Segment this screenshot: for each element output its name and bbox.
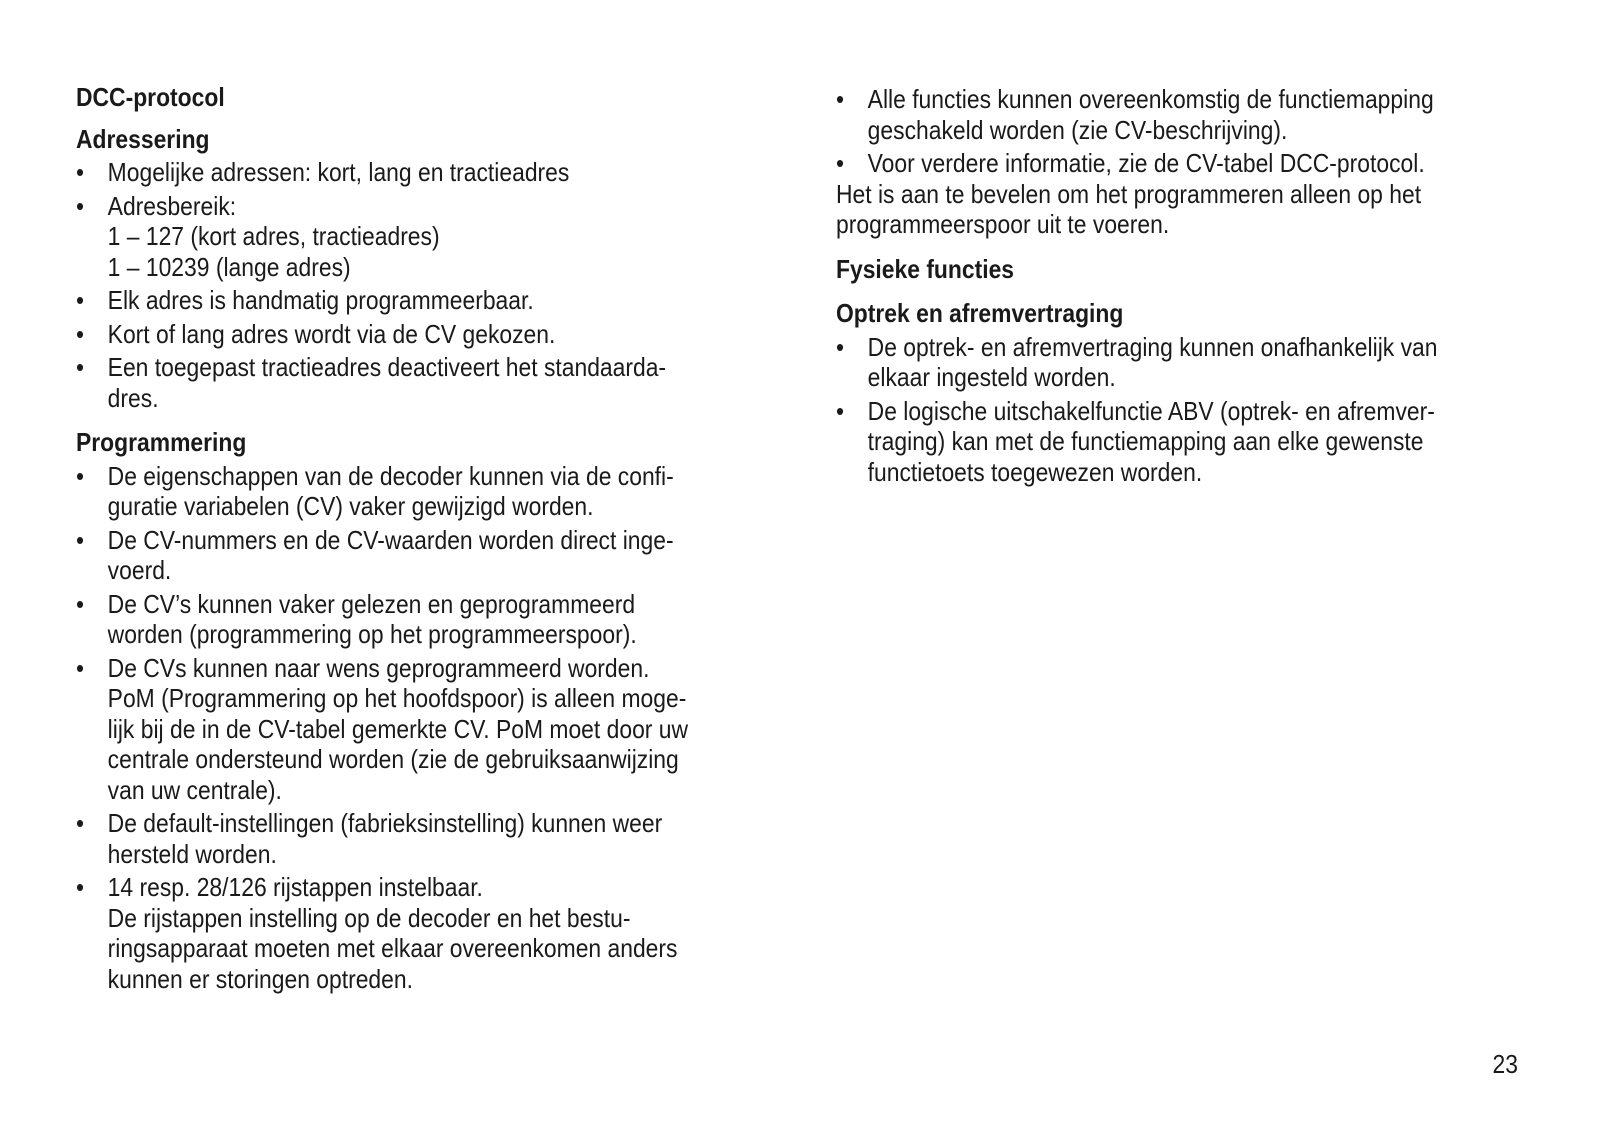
- list-item: • De optrek- en afremvertraging kunnen onafhankelijk van elkaar ingesteld worden.: [836, 332, 1526, 393]
- list-item: • Een toegepast tractieadres deactiveert het standaarda- dres.: [76, 352, 766, 413]
- programming-heading: Programmering: [76, 427, 247, 457]
- right-column: [836, 84, 1526, 490]
- list-item: • Elk adres is handmatig programmeerbaar.: [76, 285, 766, 316]
- list-item: • De CV’s kunnen vaker gelezen en geprogrammeerd worden (programmering op het programmeerspoor).: [76, 589, 766, 650]
- list-item: • De CVs kunnen naar wens geprogrammeerd worden. PoM (Programmering op het hoofdspoor) is alleen moge- lijk bij de in de CV-tabel gemerkte CV. PoM moet door uw centrale ondersteund worden (zie de gebruiksaanwijzing van uw centrale).: [76, 653, 766, 806]
- delay-list: [836, 332, 1526, 488]
- protocol-title: DCC-protocol: [76, 82, 225, 112]
- continued-list: [836, 84, 1526, 179]
- advice-paragraph: Het is aan te bevelen om het programmeren alleen op het programmeerspoor uit te voeren.: [836, 178, 1422, 239]
- list-item: • Voor verdere informatie, zie de CV-tabel DCC-protocol.: [836, 148, 1526, 179]
- list-item: • De default-instellingen (fabrieksinstelling) kunnen weer hersteld worden.: [76, 808, 766, 869]
- physical-functions-title: Fysieke functies: [836, 253, 1015, 284]
- list-item: • Alle functies kunnen overeenkomstig de functiemapping geschakeld worden (zie CV-beschrijving).: [836, 84, 1526, 145]
- list-item: • De eigenschappen van de decoder kunnen via de confi- guratie variabelen (CV) vaker gewijzigd worden.: [76, 461, 766, 522]
- page-number: 23: [1492, 1049, 1518, 1079]
- list-item: • 14 resp. 28/126 rijstappen instelbaar. De rijstappen instelling op de decoder en het bestu- ringsapparaat moeten met elkaar overeenkomen anders kunnen er storingen optreden.: [76, 872, 766, 994]
- list-item: • De CV-nummers en de CV-waarden worden direct inge- voerd.: [76, 525, 766, 586]
- left-column: [76, 82, 766, 997]
- list-item: • Kort of lang adres wordt via de CV gekozen.: [76, 319, 766, 350]
- list-item: • De logische uitschakelfunctie ABV (optrek- en afremver- traging) kan met de functiemapping aan elke gewenste functietoets toegewezen worden.: [836, 396, 1526, 488]
- programming-list: [76, 461, 766, 995]
- list-item: • Adresbereik: 1 – 127 (kort adres, tractieadres) 1 – 10239 (lange adres): [76, 191, 766, 283]
- delay-heading: Optrek en afremvertraging: [836, 298, 1124, 328]
- addressing-heading: Adressering: [76, 123, 210, 154]
- list-item: • Mogelijke adressen: kort, lang en tractieadres: [76, 157, 766, 188]
- addressing-list: [76, 157, 766, 413]
